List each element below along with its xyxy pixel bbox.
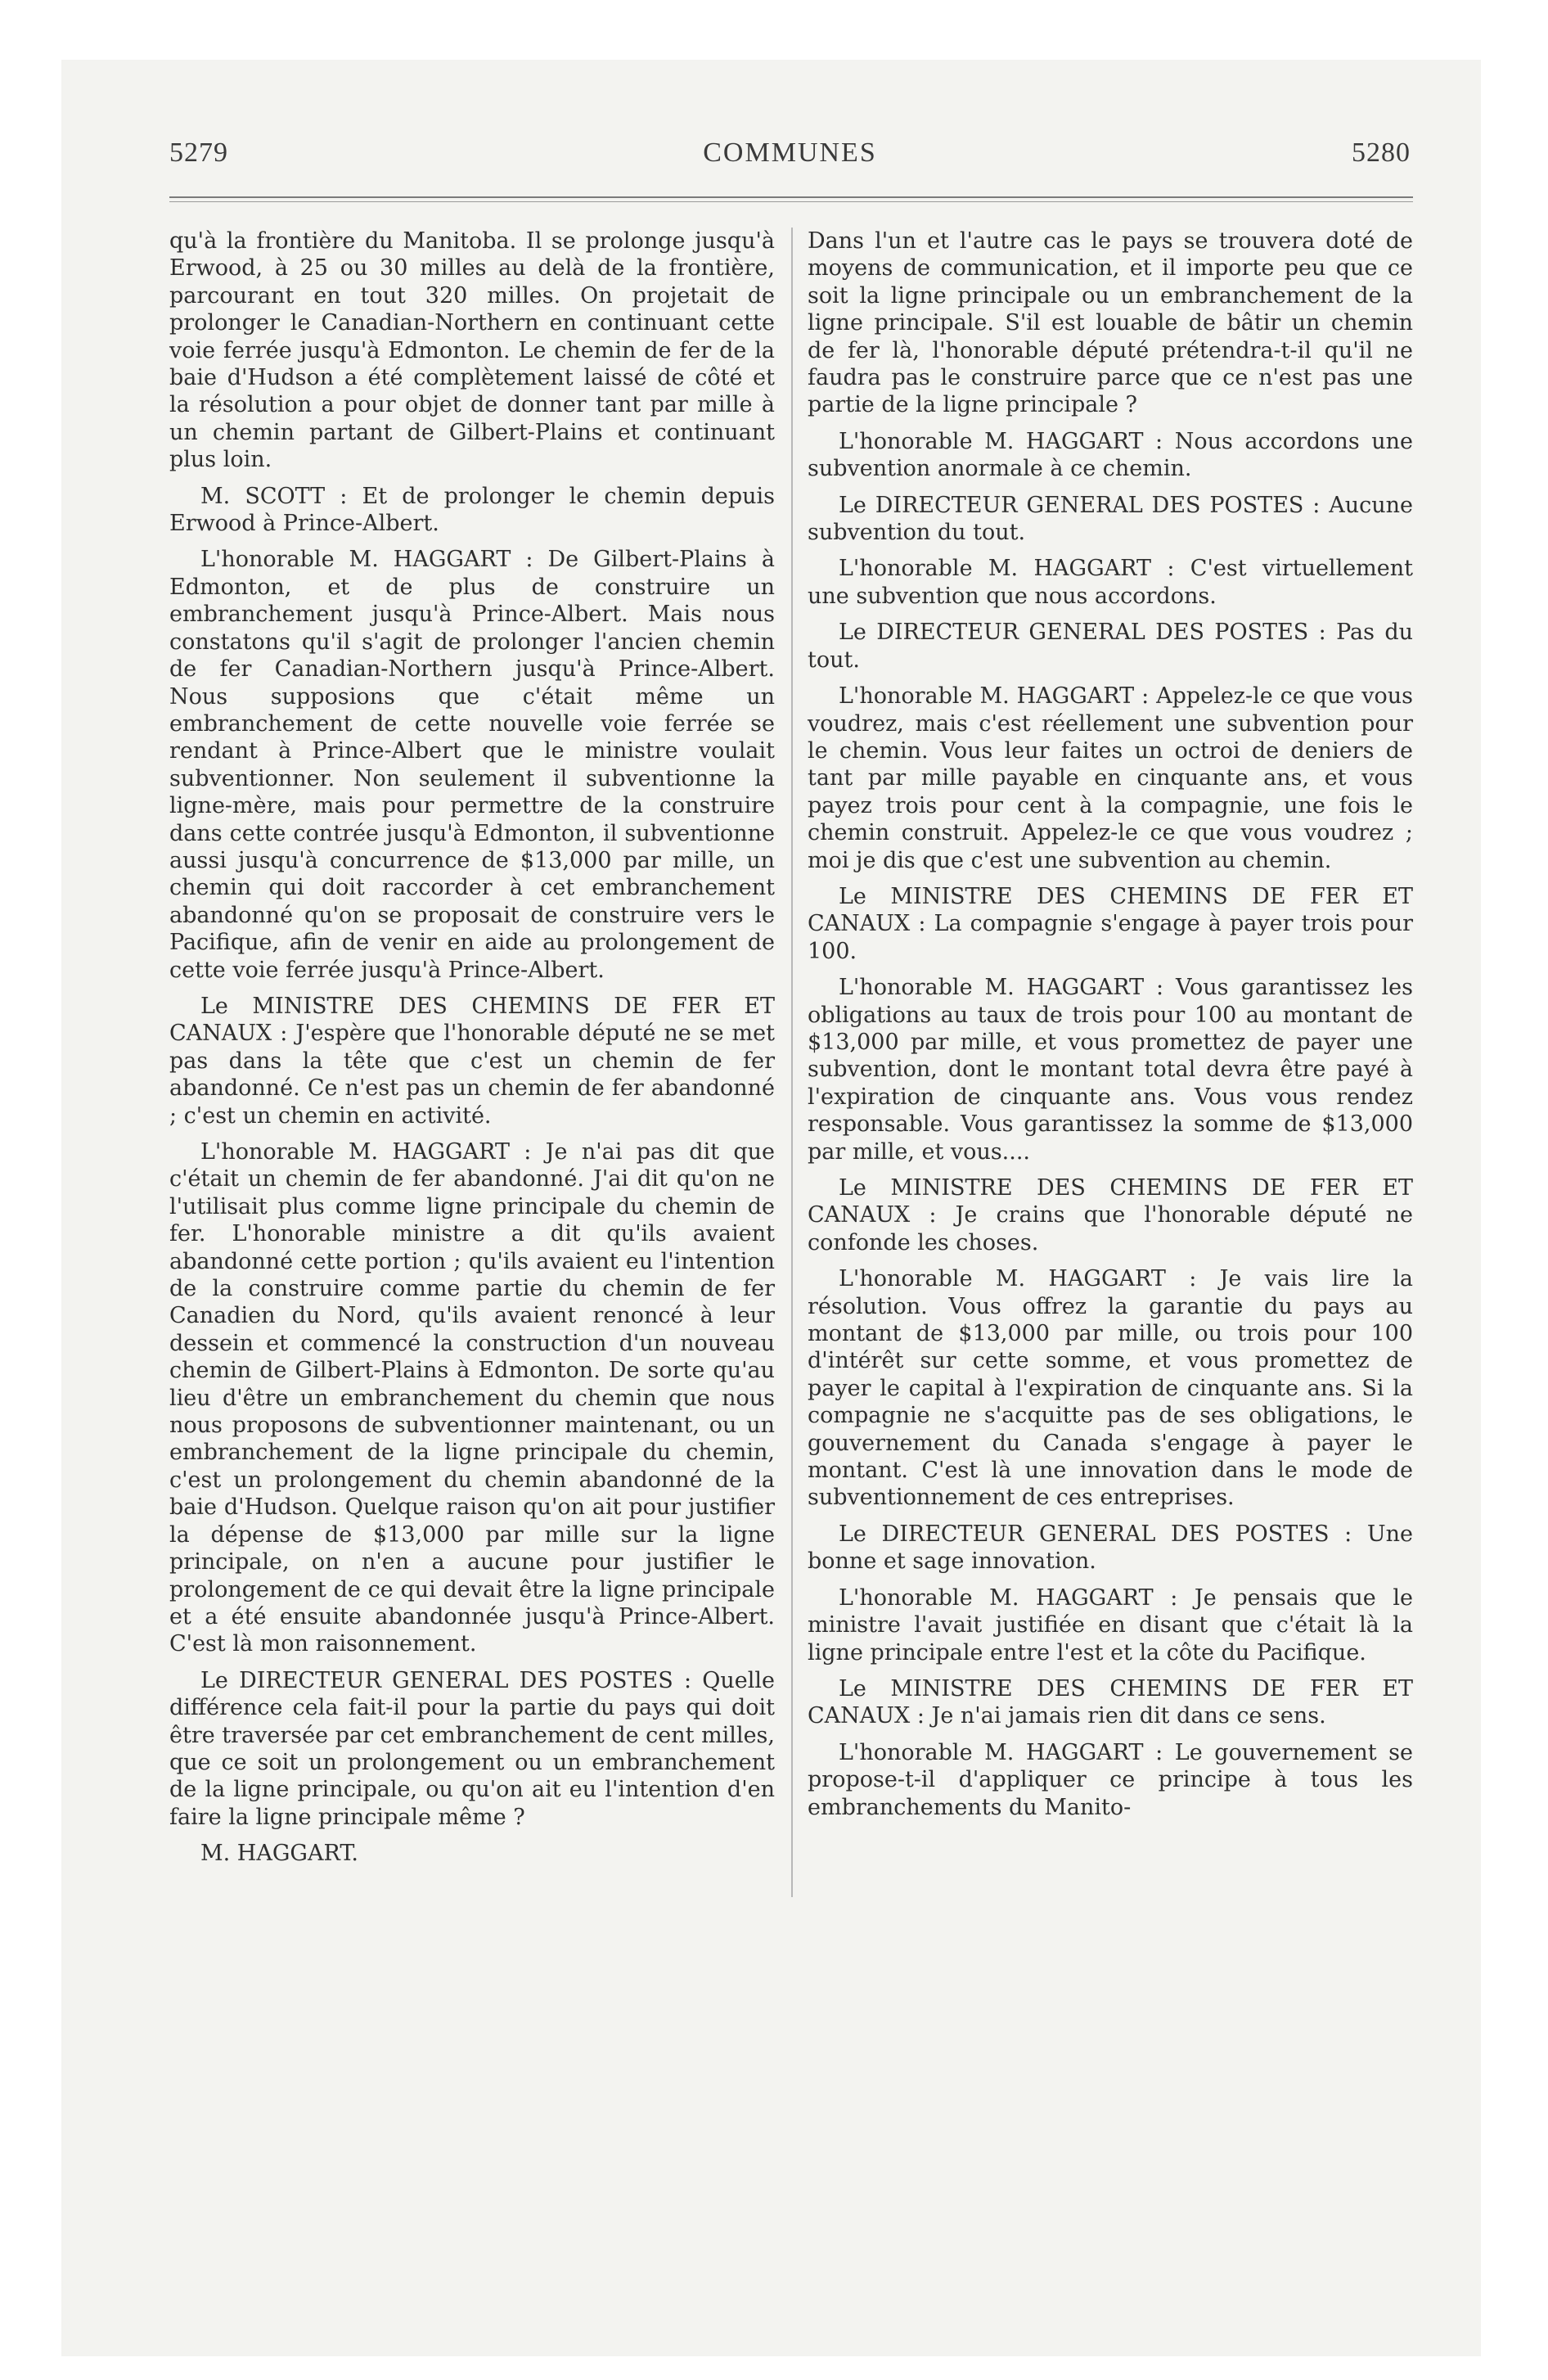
- paragraph: Le MINISTRE DES CHEMINS DE FER ET CANAUX : La compagnie s'engage à payer trois pour 100.: [808, 883, 1413, 964]
- paragraph: L'honorable M. HAGGART : Je vais lire la résolution. Vous offrez la garantie du pays au montant de $13,000 par mille, ou trois pour 100 d'intérêt sur cette somme, et vous promettez de payer le capital à l'expiration de cinquante ans. Si la compagnie ne s'acquitte pas de ses obligations, le gouvernement du Canada s'engage à payer le montant. C'est là une innovation dans le mode de subventionnement de ces entreprises.: [808, 1266, 1413, 1511]
- paragraph: L'honorable M. HAGGART : Nous accordons une subvention anormale à ce chemin.: [808, 428, 1413, 482]
- header-rule: [169, 196, 1413, 198]
- paragraph: qu'à la frontière du Manitoba. Il se prolonge jusqu'à Erwood, à 25 ou 30 milles au delà de la frontière, parcourant en tout 320 milles. On projetait de prolonger le Canadian-Northern en continuant cette voie ferrée jusqu'à Edmonton. Le chemin de fer de la baie d'Hudson a été complètement laissé de côté et la résolution a pour objet de donner tant par mille à un chemin partant de Gilbert-Plains et continuant plus loin.: [169, 228, 775, 473]
- paragraph: Le DIRECTEUR GENERAL DES POSTES : Aucune subvention du tout.: [808, 492, 1413, 546]
- paragraph: Le MINISTRE DES CHEMINS DE FER ET CANAUX : Je crains que l'honorable député ne confonde les choses.: [808, 1175, 1413, 1255]
- paragraph: Le MINISTRE DES CHEMINS DE FER ET CANAUX : Je n'ai jamais rien dit dans ce sens.: [808, 1675, 1413, 1729]
- page-number-left: 5279: [169, 137, 228, 168]
- speaker-signature: M. HAGGART.: [200, 1841, 358, 1867]
- column-divider: [791, 228, 793, 1897]
- paragraph: Le DIRECTEUR GENERAL DES POSTES : Une bonne et sage innovation.: [808, 1521, 1413, 1575]
- paragraph: L'honorable M. HAGGART : De Gilbert-Plains à Edmonton, et de plus de construire un embranchement jusqu'à Prince-Albert. Mais nous constatons qu'il s'agit de prolonger l'ancien chemin de fer Canadian-Northern jusqu'à Prince-Albert. Nous supposions que c'était même un embranchement de cette nouvelle voie ferrée se rendant à Prince-Albert que le ministre voulait subventionner. Non seulement il subventionne la ligne-mère, mais pour permettre de la construire dans cette contrée jusqu'à Edmonton, il subventionne aussi jusqu'à concurrence de $13,000 par mille, un chemin qui doit raccorder à cet embranchement abandonné qu'on se proposait de construire vers le Pacifique, afin de venir en aide au prolongement de cette voie ferrée jusqu'à Prince-Albert.: [169, 547, 775, 983]
- paragraph: L'honorable M. HAGGART : Vous garantissez les obligations au taux de trois pour 100 au montant de $13,000 par mille, et vous promettez de payer une subvention, dont le montant total devra être payé à l'expiration de cinquante ans. Vous vous rendez responsable. Vous garantissez la somme de $13,000 par mille, et vous....: [808, 975, 1413, 1165]
- page-header: [169, 137, 1411, 178]
- paragraph: Le MINISTRE DES CHEMINS DE FER ET CANAUX : J'espère que l'honorable député ne se met pas dans la tête que c'est un chemin de fer abandonné. Ce n'est pas un chemin de fer abandonné ; c'est un chemin en activité.: [169, 993, 775, 1129]
- paragraph: Le DIRECTEUR GENERAL DES POSTES : Pas du tout.: [808, 620, 1413, 673]
- paragraph: Dans l'un et l'autre cas le pays se trouvera doté de moyens de communication, et il importe peu que ce soit la ligne principale ou un embranchement de la ligne principale. S'il est louable de bâtir un chemin de fer là, l'honorable député prétendra-t-il qu'il ne faudra pas le construire parce que ce n'est pas une partie de la ligne principale ?: [808, 228, 1413, 418]
- header-rule-thin: [169, 201, 1413, 202]
- right-column: [808, 228, 1413, 1830]
- paragraph: L'honorable M. HAGGART : Je n'ai pas dit que c'était un chemin de fer abandonné. J'ai dit qu'on ne l'utilisait plus comme ligne principale du chemin de fer. L'honorable ministre a dit qu'ils avaient abandonné cette portion ; qu'ils avaient eu l'intention de la construire comme partie du chemin de fer Canadien du Nord, qu'ils avaient renoncé à leur dessein et commencé la construction d'un nouveau chemin de Gilbert-Plains à Edmonton. De sorte qu'au lieu d'être un embranchement du chemin que nous nous proposons de subventionner maintenant, ou un embranchement de la ligne principale du chemin, c'est un prolongement du chemin abandonné de la baie d'Hudson. Quelque raison qu'on ait pour justifier la dépense de $13,000 par mille sur la ligne principale, on n'en a aucune pour justifier le prolongement de ce qui devait être la ligne principale et a été ensuite abandonnée jusqu'à Prince-Albert. C'est là mon raisonnement.: [169, 1139, 775, 1657]
- paragraph: L'honorable M. HAGGART : Je pensais que le ministre l'avait justifiée en disant que c'était là la ligne principale entre l'est et la côte du Pacifique.: [808, 1584, 1413, 1666]
- running-title: COMMUNES: [703, 137, 877, 168]
- paragraph: M. SCOTT : Et de prolonger le chemin depuis Erwood à Prince-Albert.: [169, 483, 775, 537]
- paragraph: L'honorable M. HAGGART : Appelez-le ce que vous voudrez, mais c'est réellement une subvention pour le chemin. Vous leur faites un octroi de deniers de tant par mille payable en cinquante ans, et vous payez trois pour cent à la compagnie, une fois le chemin construit. Appelez-le ce que vous voudrez ; moi je dis que c'est une subvention au chemin.: [808, 683, 1413, 873]
- paragraph: Le DIRECTEUR GENERAL DES POSTES : Quelle différence cela fait-il pour la partie du pays qui doit être traversée par cet embranchement de cent milles, que ce soit un prolongement ou un embranchement de la ligne principale, ou qu'on ait eu l'intention d'en faire la ligne principale même ?: [169, 1667, 775, 1830]
- left-column: [169, 228, 775, 1877]
- paragraph: L'honorable M. HAGGART : Le gouvernement se propose-t-il d'appliquer ce principe à tous les embranchements du Manito-: [808, 1739, 1413, 1820]
- page-number-right: 5280: [1352, 137, 1411, 168]
- paragraph: L'honorable M. HAGGART : C'est virtuellement une subvention que nous accordons.: [808, 556, 1413, 609]
